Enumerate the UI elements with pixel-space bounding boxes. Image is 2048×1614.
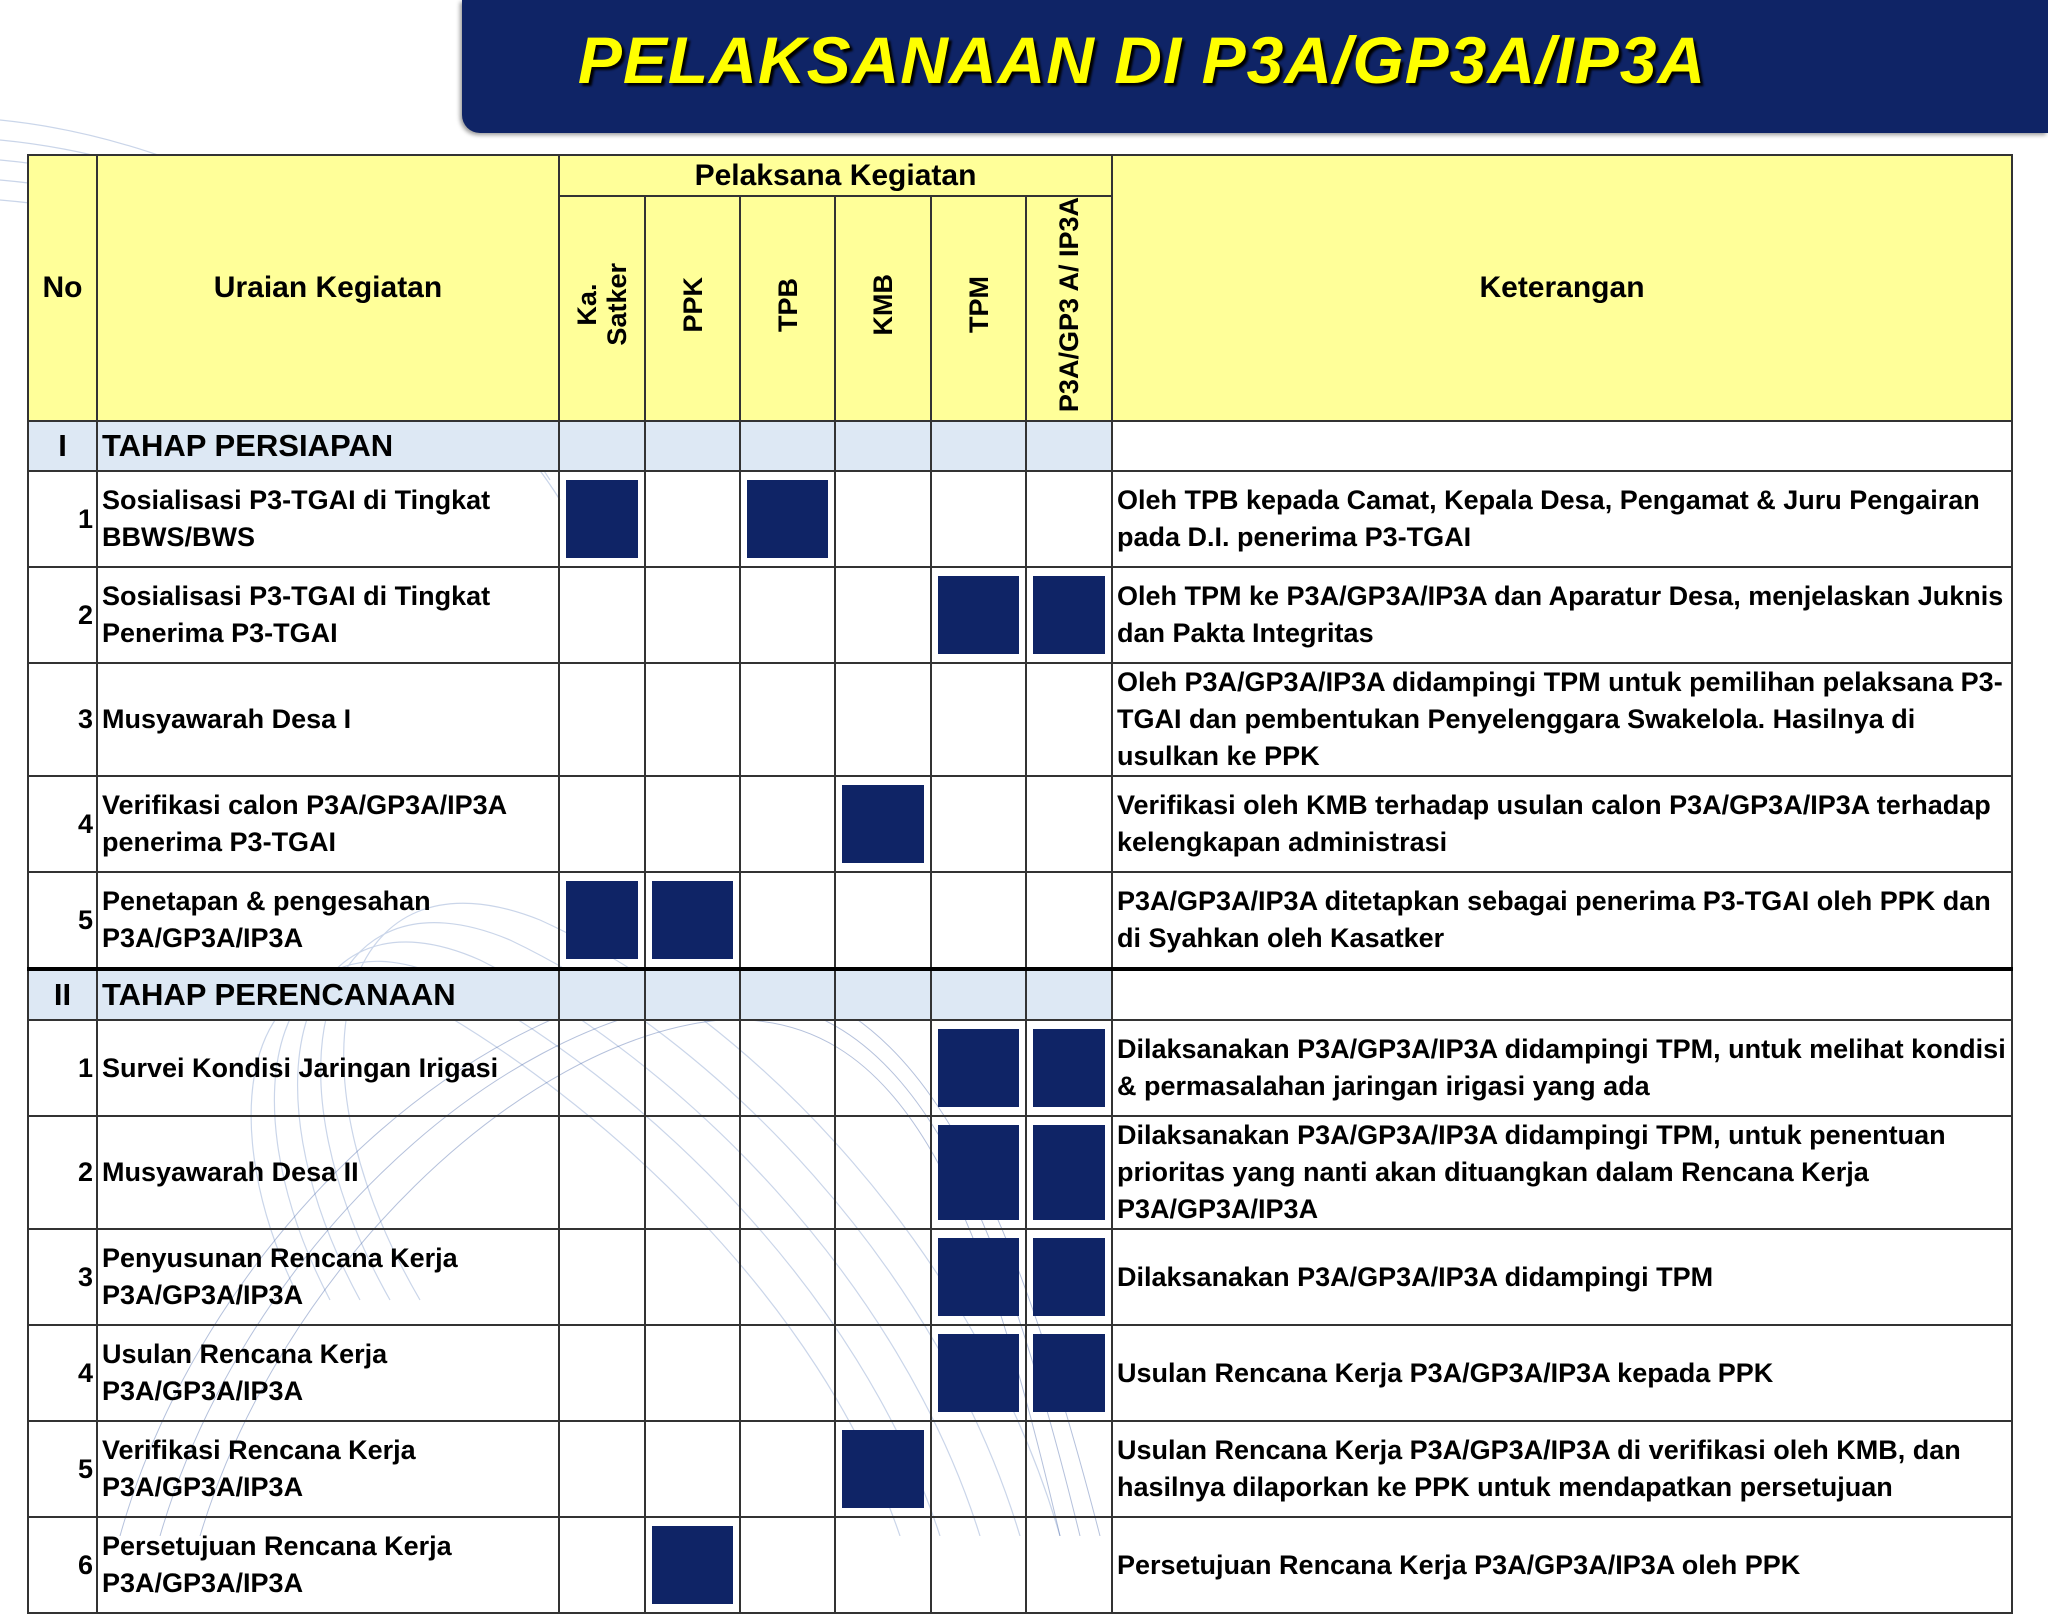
table-row [28,663,2012,776]
assignment-marker-ppk [645,1517,740,1613]
title-banner [462,0,2048,133]
empty-cell-ppk [645,1325,740,1421]
note-text: Usulan Rencana Kerja P3A/GP3A/IP3A di verifikasi oleh KMB, dan hasilnya dilaporkan ke PPK untuk mendapatkan persetujuan [1112,1421,2012,1517]
note-text: Oleh TPB kepada Camat, Kepala Desa, Pengamat & Juru Pengairan pada D.I. penerima P3-TGAI [1112,471,2012,567]
note-text: Oleh P3A/GP3A/IP3A didampingi TPM untuk pemilihan pelaksana P3-TGAI dan pembentukan Penyelenggara Swakelola. Hasilnya di usulkan ke PPK [1112,663,2012,776]
empty-cell-tpb [740,1325,835,1421]
assignment-marker-tpm [931,1229,1026,1325]
section-cell [559,421,645,471]
empty-cell-kmb [835,567,931,663]
activity-description: Penetapan & pengesahan P3A/GP3A/IP3A [97,872,559,969]
header-col-label: TPB [772,277,803,332]
empty-cell-p3a [1026,471,1112,567]
assignment-marker-tpm [931,1325,1026,1421]
empty-cell-ppk [645,1116,740,1229]
table-row [28,776,2012,872]
row-number: 4 [28,1325,97,1421]
empty-cell-tpm [931,471,1026,567]
activity-description: Sosialisasi P3-TGAI di Tingkat Penerima P3-TGAI [97,567,559,663]
empty-cell-p3a [1026,1517,1112,1613]
empty-cell-tpm [931,776,1026,872]
empty-cell-ka-satker [559,1229,645,1325]
empty-cell-kmb [835,663,931,776]
row-number: 3 [28,663,97,776]
empty-cell-p3a [1026,872,1112,969]
empty-cell-kmb [835,1229,931,1325]
header-col-label: KMB [868,273,898,336]
header-col-label: P3A/GP3 A/ IP3A [1054,197,1084,413]
section-cell [931,969,1026,1020]
empty-cell-kmb [835,1020,931,1116]
activity-description: Verifikasi calon P3A/GP3A/IP3A penerima P3-TGAI [97,776,559,872]
table-row [28,1517,2012,1613]
empty-cell-tpb [740,1517,835,1613]
empty-cell-ka-satker [559,1116,645,1229]
row-number: 1 [28,1020,97,1116]
table-row [28,471,2012,567]
section-cell [835,969,931,1020]
empty-cell-ka-satker [559,663,645,776]
row-number: 2 [28,1116,97,1229]
section-note-cell [1112,969,2012,1020]
note-text: Usulan Rencana Kerja P3A/GP3A/IP3A kepada PPK [1112,1325,2012,1421]
header-uraian: Uraian Kegiatan [97,155,559,421]
empty-cell-ppk [645,1421,740,1517]
empty-cell-ppk [645,1020,740,1116]
header-col-kmb [835,196,931,421]
section-number: I [28,421,97,471]
assignment-marker-ppk [645,872,740,969]
header-col-ppk [645,196,740,421]
empty-cell-kmb [835,1517,931,1613]
header-col-label: PPK [677,276,708,333]
row-number: 6 [28,1517,97,1613]
header-col-ka-satker [559,196,645,421]
empty-cell-ppk [645,567,740,663]
empty-cell-kmb [835,471,931,567]
empty-cell-tpb [740,567,835,663]
note-text: Dilaksanakan P3A/GP3A/IP3A didampingi TPM [1112,1229,2012,1325]
row-number: 5 [28,872,97,969]
assignment-marker-tpb [740,471,835,567]
note-text: Oleh TPM ke P3A/GP3A/IP3A dan Aparatur Desa, menjelaskan Juknis dan Pakta Integritas [1112,567,2012,663]
empty-cell-tpm [931,1517,1026,1613]
section-cell [740,421,835,471]
section-row [28,969,2012,1020]
activity-description: Persetujuan Rencana Kerja P3A/GP3A/IP3A [97,1517,559,1613]
empty-cell-ka-satker [559,1421,645,1517]
section-number: II [28,969,97,1020]
empty-cell-p3a [1026,1421,1112,1517]
assignment-marker-tpm [931,1020,1026,1116]
empty-cell-ka-satker [559,567,645,663]
row-number: 2 [28,567,97,663]
assignment-marker-kmb [835,1421,931,1517]
empty-cell-ppk [645,471,740,567]
assignment-marker-ka-satker [559,872,645,969]
activity-description: Musyawarah Desa II [97,1116,559,1229]
note-text: Dilaksanakan P3A/GP3A/IP3A didampingi TPM, untuk penentuan prioritas yang nanti akan dituangkan dalam Rencana Kerja P3A/GP3A/IP3A [1112,1116,2012,1229]
activity-table [27,154,2013,1614]
section-title: TAHAP PERSIAPAN [97,421,559,471]
empty-cell-ppk [645,1229,740,1325]
empty-cell-ppk [645,776,740,872]
empty-cell-kmb [835,872,931,969]
section-cell [931,421,1026,471]
table-row [28,1325,2012,1421]
empty-cell-ka-satker [559,776,645,872]
empty-cell-p3a [1026,663,1112,776]
assignment-marker-p3a [1026,1325,1112,1421]
note-text: Persetujuan Rencana Kerja P3A/GP3A/IP3A oleh PPK [1112,1517,2012,1613]
header-col-tpm [931,196,1026,421]
empty-cell-tpb [740,872,835,969]
activity-description: Penyusunan Rencana Kerja P3A/GP3A/IP3A [97,1229,559,1325]
empty-cell-tpb [740,1421,835,1517]
section-cell [559,969,645,1020]
empty-cell-ka-satker [559,1325,645,1421]
activity-description: Sosialisasi P3-TGAI di Tingkat BBWS/BWS [97,471,559,567]
activity-description: Verifikasi Rencana Kerja P3A/GP3A/IP3A [97,1421,559,1517]
empty-cell-tpb [740,776,835,872]
header-no: No [28,155,97,421]
empty-cell-tpb [740,1116,835,1229]
section-cell [740,969,835,1020]
activity-description: Musyawarah Desa I [97,663,559,776]
empty-cell-tpb [740,1229,835,1325]
table-row [28,872,2012,969]
assignment-marker-ka-satker [559,471,645,567]
note-text: P3A/GP3A/IP3A ditetapkan sebagai penerima P3-TGAI oleh PPK dan di Syahkan oleh Kasatker [1112,872,2012,969]
empty-cell-kmb [835,1325,931,1421]
empty-cell-ka-satker [559,1020,645,1116]
section-cell [1026,969,1112,1020]
assignment-marker-p3a [1026,1020,1112,1116]
row-number: 1 [28,471,97,567]
header-col-tpb [740,196,835,421]
section-title: TAHAP PERENCANAAN [97,969,559,1020]
section-cell [645,421,740,471]
table-row [28,1421,2012,1517]
header-pelaksana: Pelaksana Kegiatan [559,155,1112,196]
activity-description: Usulan Rencana Kerja P3A/GP3A/IP3A [97,1325,559,1421]
table-row [28,567,2012,663]
row-number: 5 [28,1421,97,1517]
row-number: 3 [28,1229,97,1325]
assignment-marker-p3a [1026,567,1112,663]
empty-cell-tpb [740,663,835,776]
empty-cell-kmb [835,1116,931,1229]
table-row [28,1116,2012,1229]
section-cell [835,421,931,471]
assignment-marker-tpm [931,1116,1026,1229]
activity-description: Survei Kondisi Jaringan Irigasi [97,1020,559,1116]
section-row [28,421,2012,471]
empty-cell-p3a [1026,776,1112,872]
assignment-marker-p3a [1026,1229,1112,1325]
assignment-marker-tpm [931,567,1026,663]
empty-cell-tpm [931,872,1026,969]
note-text: Verifikasi oleh KMB terhadap usulan calon P3A/GP3A/IP3A terhadap kelengkapan administrasi [1112,776,2012,872]
page-title: PELAKSANAAN DI P3A/GP3A/IP3A [577,23,1707,97]
row-number: 4 [28,776,97,872]
header-keterangan: Keterangan [1112,155,2012,421]
assignment-marker-p3a [1026,1116,1112,1229]
table-row [28,1020,2012,1116]
assignment-marker-kmb [835,776,931,872]
header-col-p3a [1026,196,1112,421]
empty-cell-ka-satker [559,1517,645,1613]
empty-cell-tpm [931,1421,1026,1517]
section-note-cell [1112,421,2012,471]
note-text: Dilaksanakan P3A/GP3A/IP3A didampingi TPM, untuk melihat kondisi & permasalahan jaringan irigasi yang ada [1112,1020,2012,1116]
empty-cell-tpb [740,1020,835,1116]
table-row [28,1229,2012,1325]
empty-cell-ppk [645,663,740,776]
section-cell [1026,421,1112,471]
header-col-label: TPM [963,276,994,334]
header-col-label: Ka. Satker [572,263,632,346]
empty-cell-tpm [931,663,1026,776]
section-cell [645,969,740,1020]
